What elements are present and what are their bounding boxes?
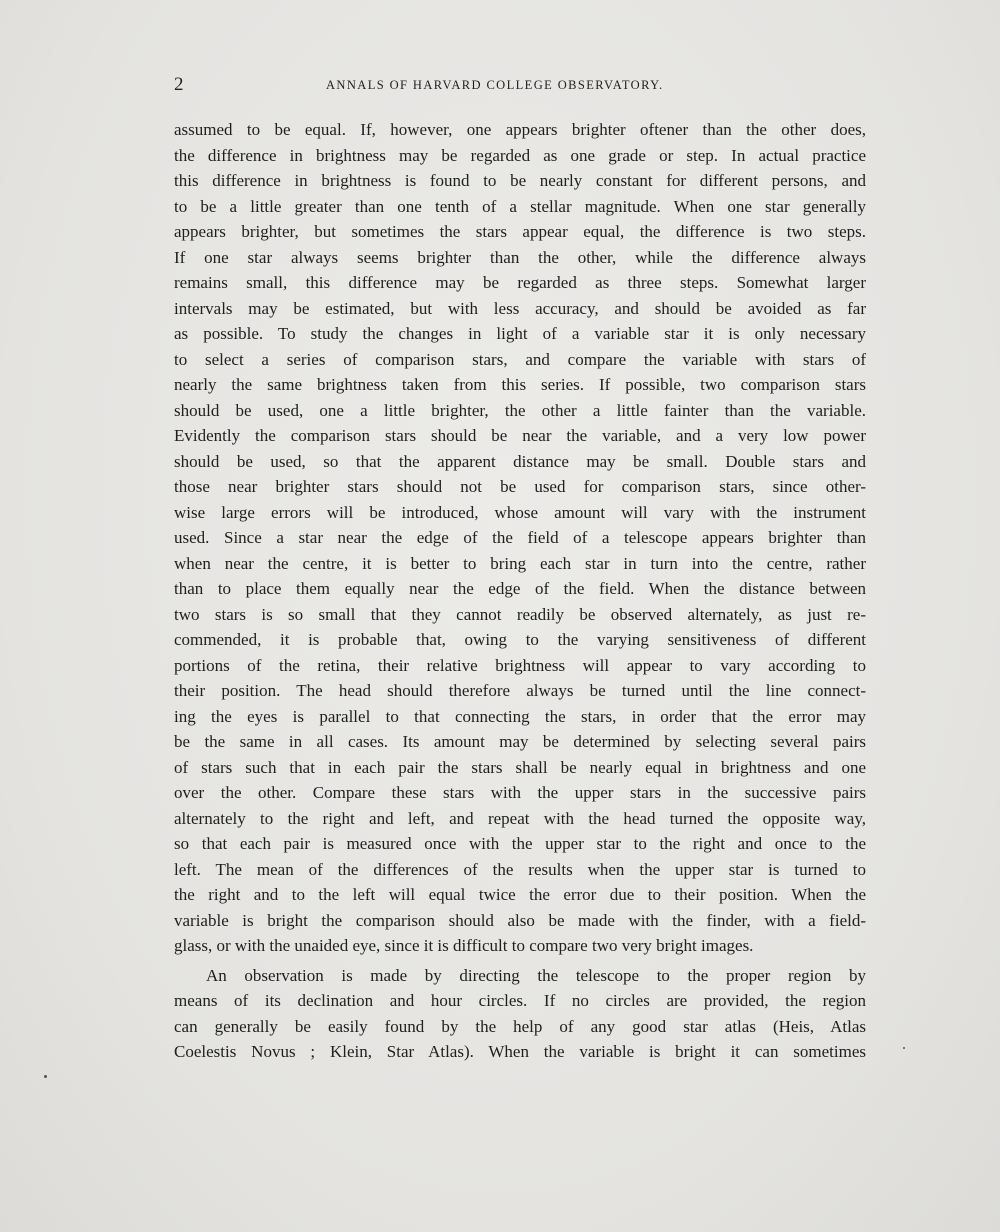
text-line: alternately to the right and left, and repeat with the head turned the opposite way, [174, 808, 866, 828]
page-number: 2 [174, 74, 184, 95]
text-line: remains small, this difference may be regarded as three steps. Somewhat larger [174, 273, 866, 292]
text-line: two stars is so small that they cannot readily be observed alternately, as just re- [174, 604, 866, 624]
text-line: glass, or with the unaided eye, since it is difficult to compare two very bright images. [174, 936, 754, 955]
text-line: should be used, one a little brighter, the other a little fainter than the variable. [174, 400, 866, 420]
page-header [174, 74, 864, 98]
text-line: commended, it is probable that, owing to the varying sensitiveness of different [174, 630, 866, 649]
text-line: Evidently the comparison stars should be near the variable, and a very low power [174, 426, 866, 445]
paragraph-1 [174, 117, 866, 959]
text-line: Coelestis Novus ; Klein, Star Atlas). When the variable is bright it can sometimes [174, 1042, 866, 1061]
text-line: their position. The head should therefore always be turned until the line connect- [174, 681, 866, 700]
text-line: as possible. To study the changes in light of a variable star it is only necessary [174, 324, 866, 343]
text-line: the right and to the left will equal twice the error due to their position. When the [174, 885, 866, 904]
text-line: of stars such that in each pair the stars shall be nearly equal in brightness and one [174, 757, 866, 777]
text-line: to select a series of comparison stars, and compare the variable with stars of [174, 349, 866, 369]
text-line: variable is bright the comparison should also be made with the finder, with a field- [174, 910, 866, 930]
text-line: wise large errors will be introduced, whose amount will vary with the instrument [174, 502, 866, 522]
text-line: those near brighter stars should not be used for comparison stars, since other- [174, 477, 866, 496]
text-line: appears brighter, but sometimes the stars appear equal, the difference is two steps. [174, 222, 866, 241]
text-line: nearly the same brightness taken from this series. If possible, two comparison stars [174, 375, 866, 394]
text-line: used. Since a star near the edge of the field of a telescope appears brighter than [174, 528, 866, 547]
text-line: than to place them equally near the edge of the field. When the distance between [174, 579, 866, 598]
text-line: portions of the retina, their relative brightness will appear to vary according to [174, 655, 866, 675]
text-line: intervals may be estimated, but with less accuracy, and should be avoided as far [174, 298, 866, 318]
text-line: be the same in all cases. Its amount may be determined by selecting several pairs [174, 732, 866, 751]
text-line: means of its declination and hour circles. If no circles are provided, the region [174, 991, 866, 1010]
text-line: when near the centre, it is better to bring each star in turn into the centre, rather [174, 553, 866, 573]
body-text [174, 117, 866, 1065]
text-line: left. The mean of the differences of the results when the upper star is turned to [174, 859, 866, 879]
text-line: An observation is made by directing the telescope to the proper region by [206, 965, 866, 985]
running-title: ANNALS OF HARVARD COLLEGE OBSERVATORY. [326, 78, 664, 92]
text-line: to be a little greater than one tenth of a stellar magnitude. When one star generally [174, 196, 866, 216]
text-line: so that each pair is measured once with the upper star to the right and once to the [174, 834, 866, 853]
paper-speck [903, 1047, 905, 1049]
text-line: the difference in brightness may be regarded as one grade or step. In actual practice [174, 145, 866, 165]
text-line: should be used, so that the apparent distance may be small. Double stars and [174, 451, 866, 471]
text-line: can generally be easily found by the help of any good star atlas (Heis, Atlas [174, 1016, 866, 1036]
text-line: If one star always seems brighter than the other, while the difference always [174, 247, 866, 267]
text-line: ing the eyes is parallel to that connecting the stars, in order that the error may [174, 706, 866, 726]
text-line: over the other. Compare these stars with the upper stars in the successive pairs [174, 783, 866, 802]
paper-speck [44, 1075, 47, 1078]
text-line: this difference in brightness is found to be nearly constant for different persons, and [174, 171, 866, 190]
text-line: assumed to be equal. If, however, one appears brighter oftener than the other does, [174, 120, 866, 139]
paragraph-2 [174, 963, 866, 1065]
